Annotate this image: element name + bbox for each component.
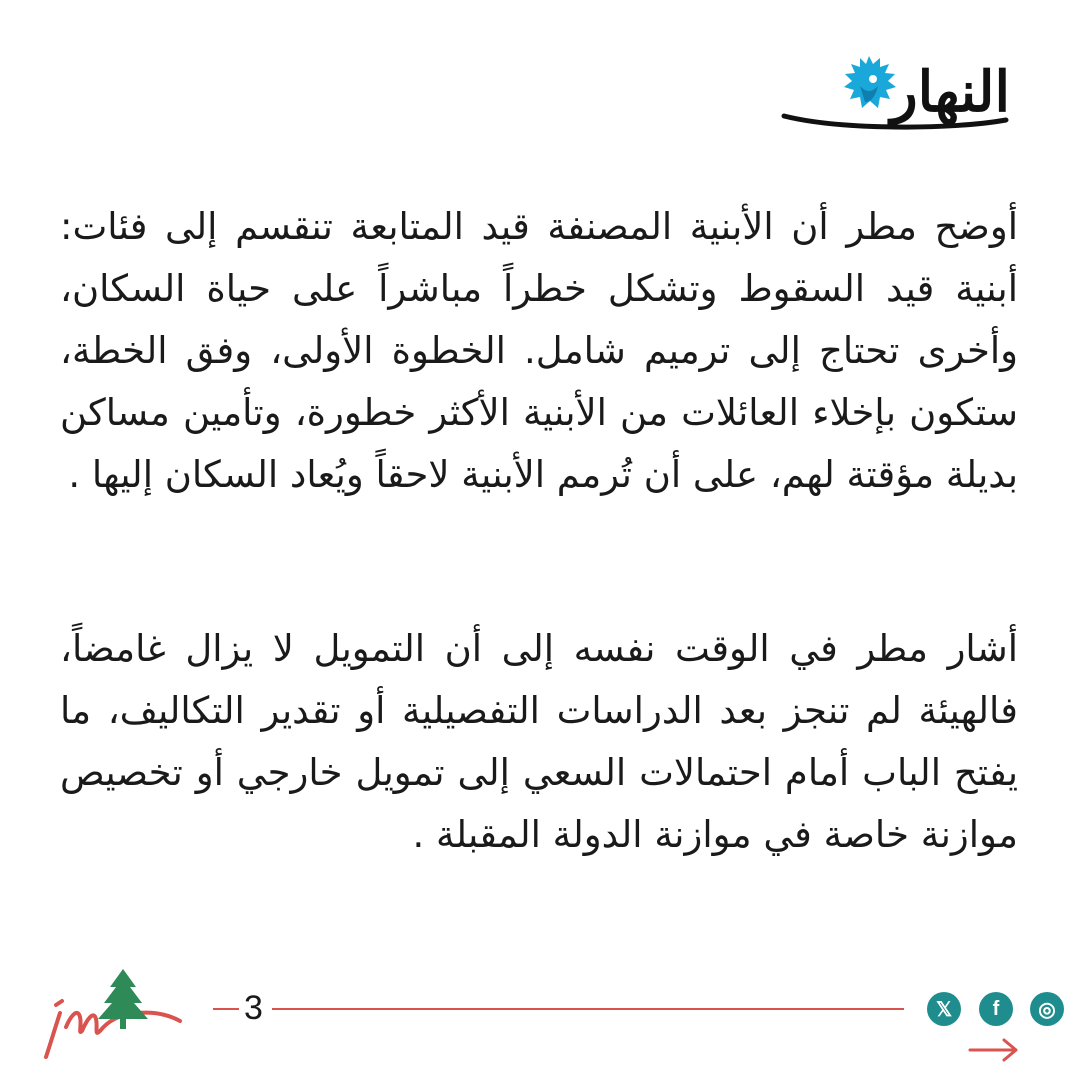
footer	[0, 955, 1080, 1080]
page-number: 3	[244, 989, 263, 1027]
facebook-icon[interactable]: f	[979, 992, 1013, 1026]
logo-wordmark: النهار	[890, 59, 1010, 125]
instagram-icon[interactable]: ◎	[1030, 992, 1064, 1026]
logo-underline	[780, 112, 1010, 132]
im-cedar-logo	[38, 965, 188, 1060]
divider-left	[213, 1008, 239, 1010]
newspaper-logo	[780, 52, 1010, 132]
x-icon[interactable]: 𝕏	[927, 992, 961, 1026]
divider-right	[272, 1008, 904, 1010]
article-paragraph-1: أوضح مطر أن الأبنية المصنفة قيد المتابعة تنقسم إلى فئات: أبنية قيد السقوط وتشكل خطراً مباشراً على حياة السكان، وأخرى تحتاج إلى ترميم شامل. الخطوة الأولى، وفق الخطة، ستكون بإخلاء العائلات من الأبنية الأكثر خطورة، وتأمين مساكن بديلة مؤقتة لهم، على أن تُرمم الأبنية لاحقاً ويُعاد السكان إليها .	[60, 205, 1018, 496]
article-paragraph-2: أشار مطر في الوقت نفسه إلى أن التمويل لا يزال غامضاً، فالهيئة لم تنجز بعد الدراسات التفصيلية أو تقدير التكاليف، ما يفتح الباب أمام احتمالات السعي إلى تمويل خارجي أو تخصيص موازنة خاصة في موازنة الدولة المقبلة .	[60, 627, 1018, 856]
arrow-right-icon[interactable]	[968, 1038, 1020, 1062]
